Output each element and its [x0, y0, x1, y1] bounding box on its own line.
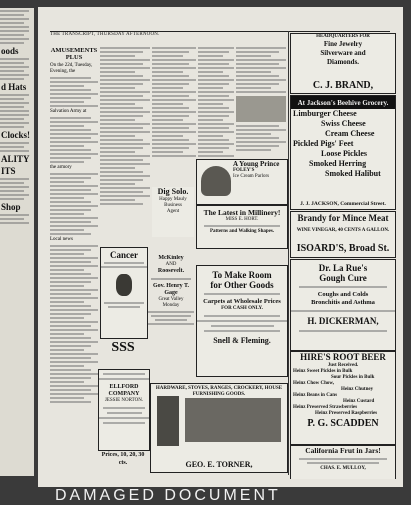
gov-note: Monday	[162, 303, 180, 308]
range-image	[185, 398, 281, 442]
beehive-title: At Jackson's Beehive Grocery.	[297, 99, 389, 107]
larue-line: Bronchitis and Asthma	[311, 299, 375, 306]
brand-name: C. J. BRAND,	[312, 80, 374, 91]
gov-title: Gov. Henry T. Gage	[152, 283, 190, 296]
jackson-line	[290, 199, 396, 210]
foleys-ad	[196, 159, 288, 205]
ad-line: Happy Mauly	[159, 197, 187, 202]
ellford-ad	[98, 369, 150, 451]
vinegar-line: WINE VINEGAR, 40 CENTS A GALLON.	[296, 228, 390, 233]
pickle-item: Heinz Preserved Strawberries	[293, 405, 358, 410]
column-heading: AMUSEMENTS PLUS	[50, 47, 98, 61]
scadden-name: P. G. SCADDEN	[307, 418, 379, 429]
ad-title: SSS	[111, 340, 135, 355]
prev-fragment: Clocks!	[1, 130, 30, 140]
jewelry-line: Silverware and	[320, 49, 366, 57]
brand-name-ad	[290, 79, 396, 94]
jewelry-line: Diamonds.	[326, 58, 360, 66]
ad-line: Agent	[166, 209, 180, 214]
prices-line	[98, 451, 148, 465]
ad-title: A Young Prince	[233, 160, 280, 168]
jewelry-line: Fine Jewelry	[323, 40, 363, 48]
damaged-document-label: DAMAGED DOCUMENT	[55, 487, 281, 504]
column-left-news	[50, 45, 98, 475]
cancer-ad	[100, 247, 148, 339]
larue-title: Dr. La Rue's	[318, 263, 368, 273]
column-news-2	[100, 45, 150, 245]
grocery-item: Smoked Halibut	[325, 169, 381, 178]
hires-root-beer-ad	[290, 351, 396, 445]
brandy-title: Brandy for Mince Meat	[297, 213, 389, 223]
ad-title: HARDWARE, STOVES, RANGES, CROCKERY, HOUSE FURNISHING GOODS.	[155, 386, 283, 397]
larue-sub: Gough Cure	[319, 273, 367, 283]
political-notice	[148, 255, 194, 359]
california-title: California Frut in Jars!	[305, 446, 381, 455]
ad-title-2: for Other Goods	[210, 280, 274, 290]
pickle-item: Heinz Custard	[343, 399, 375, 404]
pickle-item: Heinz Preserved Raspberries	[315, 411, 378, 416]
portrait-image	[116, 274, 132, 296]
stove-image	[157, 396, 179, 446]
engraving-image	[236, 96, 286, 122]
prev-fragment: oods	[1, 46, 19, 56]
ad-note: Ice Cream Parlors	[233, 174, 270, 179]
grocery-item: Loose Pickles	[321, 149, 367, 158]
isoards-name	[290, 241, 396, 258]
ad-title: The Latest in Millinery!	[203, 208, 281, 217]
larue-cough-cure-ad	[290, 259, 396, 351]
notice-line: McKinley	[158, 255, 184, 261]
dickerman-name: H. DICKERMAN,	[307, 316, 379, 326]
news-line: Local news	[50, 237, 73, 242]
grocery-item: Swiss Cheese	[321, 119, 366, 128]
right-ad-column	[290, 33, 396, 479]
prev-fragment: d Hats	[1, 82, 27, 92]
prev-fragment: ALITY	[1, 154, 30, 164]
pickle-item: Heinz Sweet Pickles in Bulk	[293, 369, 353, 374]
grocery-item: Limburger Cheese	[293, 109, 357, 118]
prices-text: Prices, 10, 20, 30 cts.	[101, 452, 145, 465]
news-line: Salvation Army at	[50, 109, 87, 114]
hires-sub: Just Received.	[327, 363, 359, 368]
previous-page-sliver	[0, 8, 34, 476]
newspaper-page	[38, 7, 403, 487]
grocery-list	[290, 109, 396, 200]
ad-line: Business	[164, 203, 182, 208]
column-rule	[288, 31, 289, 475]
grocery-item: Pickled Pigs' Feet	[293, 139, 354, 148]
ad-note: Patterns and Walking Shapes.	[209, 229, 275, 234]
news-line: the armory	[50, 165, 72, 170]
isoards-brandy-ad	[290, 211, 396, 243]
pickle-item: Heinz Chutney	[341, 387, 374, 392]
hardware-ad	[150, 383, 288, 473]
ad-sub: MISS E. HORT.	[225, 217, 259, 222]
larue-line: Coughs and Colds	[317, 291, 369, 298]
grocery-item: Cream Cheese	[325, 129, 375, 138]
ad-footer: Snell & Fleming.	[213, 336, 271, 345]
prev-fragment: ITS	[1, 166, 16, 176]
hires-title: HIRE'S ROOT BEER	[300, 352, 386, 362]
prev-fragment: Shop	[1, 202, 21, 212]
ad-note: FOR CASH ONLY.	[221, 306, 263, 311]
pickle-item: Heinz Beans in Cans	[293, 393, 338, 398]
isoards-title: ISOARD'S, Broad St.	[296, 243, 390, 254]
pickle-item: Sour Pickles in Bulk	[331, 375, 375, 380]
ad-sub: Carpets at Wholesale Prices	[203, 298, 281, 305]
dig-solo-ad	[152, 187, 194, 237]
ad-sub: FOLEY'S	[233, 168, 255, 173]
ad-title: ELLFORD COMPANY	[108, 384, 140, 397]
millinery-ad	[196, 205, 288, 249]
jackson-address: J. J. JACKSON, Commercial Street.	[300, 201, 386, 207]
ad-sub: JESSIE NORTON.	[104, 398, 144, 403]
pickle-item: Heinz Chow Chow,	[293, 381, 334, 386]
ad-title: To Make Room	[212, 270, 272, 280]
snell-fleming-ad	[196, 265, 288, 377]
ad-header: HEADQUARTERS FOR	[316, 34, 370, 39]
brand-jewelry-ad	[290, 33, 396, 81]
ad-title: Dig Solo.	[157, 187, 189, 196]
notice-line: AND	[165, 262, 177, 267]
grocery-item: Smoked Herring	[309, 159, 367, 168]
foleys-engraving	[201, 166, 231, 196]
notice-line: Roosevelt.	[157, 268, 185, 274]
sss-ad	[100, 339, 146, 361]
masthead: THE TRANSCRIPT, THURSDAY AFTERNOON.	[50, 32, 160, 37]
mulloy-ad	[290, 445, 396, 479]
ad-title: Cancer	[110, 250, 138, 260]
mulloy-name: CHAS. E. MULLOY,	[320, 466, 366, 471]
gov-sub: Great Valley	[158, 297, 184, 302]
column-news-3	[152, 45, 196, 185]
news-line: On the 22d, Tuesday, Evening, the	[50, 63, 93, 74]
column-news-5	[236, 45, 286, 165]
ad-footer: GEO. E. TORNER,	[185, 460, 253, 469]
